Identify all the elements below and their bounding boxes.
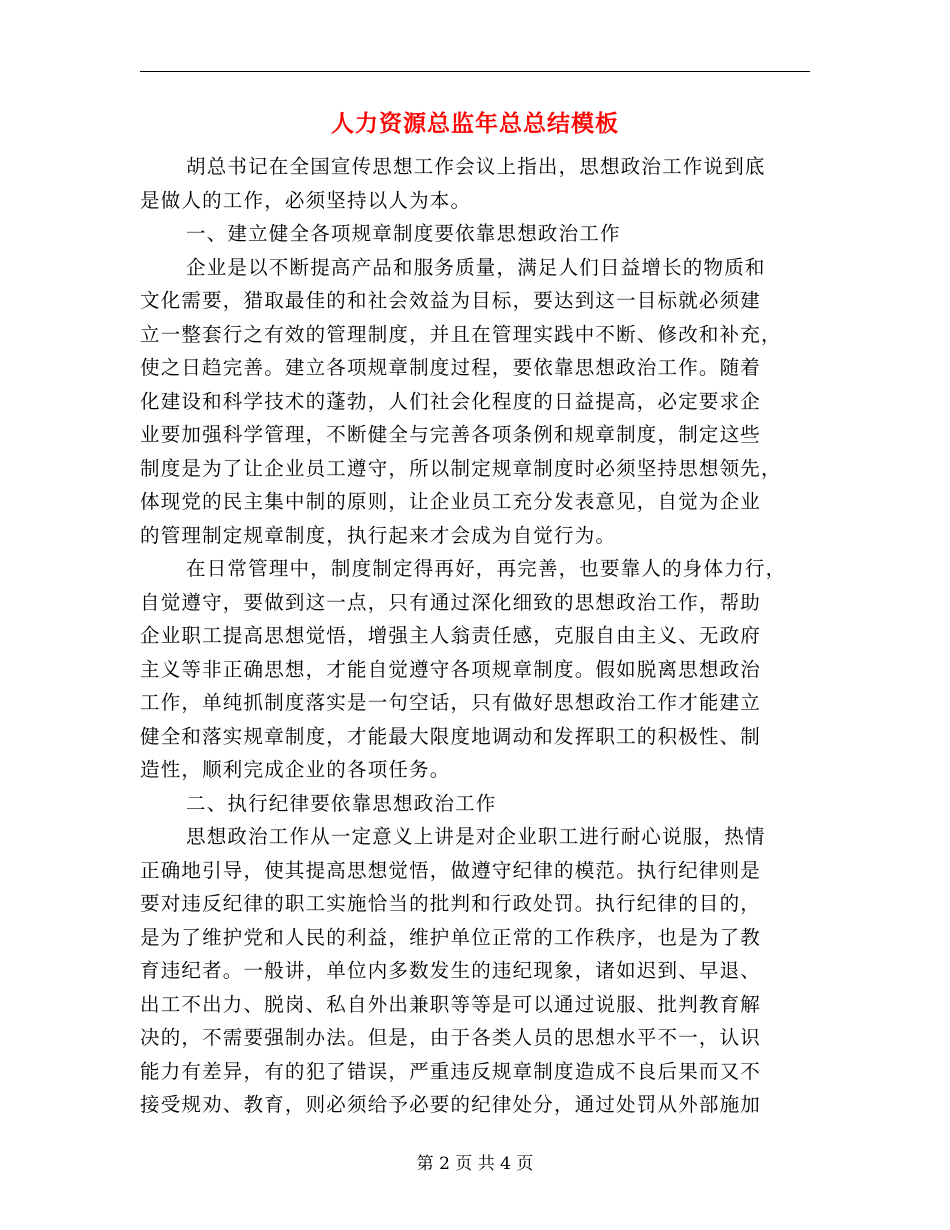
paragraph-line: 是为了维护党和人民的利益，维护单位正常的工作秩序，也是为了教: [140, 925, 762, 949]
paragraph-line: 是做人的工作，必须坚持以人为本。: [140, 188, 472, 212]
paragraph-line: 造性，顺利完成企业的各项任务。: [140, 758, 451, 781]
paragraph-line: 主义等非正确思想，才能自觉遵守各项规章制度。假如脱离思想政治: [140, 657, 762, 681]
section-heading: 二、执行纪律要依靠思想政治工作: [186, 791, 497, 815]
paragraph-line: 出工不出力、脱岗、私自外出兼职等等是可以通过说服、批判教育解: [140, 992, 762, 1016]
paragraph-line: 文化需要，猎取最佳的和社会效益为目标，要达到这一目标就必须建: [140, 289, 762, 312]
paragraph-line: 化建设和科学技术的蓬勃，人们社会化程度的日益提高，必定要求企: [140, 389, 762, 413]
paragraph-line: 使之日趋完善。建立各项规章制度过程，要依靠思想政治工作。随着: [140, 356, 762, 379]
paragraph-line: 企业职工提高思想觉悟，增强主人翁责任感，克服自由主义、无政府: [140, 624, 762, 647]
page-footer: 第 2 页 共 4 页: [416, 1154, 534, 1174]
paragraph-line: 工作，单纯抓制度落实是一句空话，只有做好思想政治工作才能建立: [140, 691, 762, 714]
paragraph-line: 育违纪者。一般讲，单位内多数发生的违纪现象，诸如迟到、早退、: [140, 959, 762, 982]
paragraph-line: 思想政治工作从一定意义上讲是对企业职工进行耐心说服，热情: [186, 825, 766, 848]
document-title: 人力资源总监年总总结模板: [331, 110, 619, 137]
paragraph-line: 制度是为了让企业员工遵守，所以制定规章制度时必须坚持思想领先，: [140, 456, 782, 480]
paragraph-line: 能力有差异，有的犯了错误，严重违反规章制度造成不良后果而又不: [140, 1059, 762, 1083]
paragraph-line: 业要加强科学管理，不断健全与完善各项条例和规章制度，制定这些: [140, 423, 762, 446]
paragraph-line: 企业是以不断提高产品和服务质量，满足人们日益增长的物质和: [186, 255, 766, 279]
paragraph-line: 胡总书记在全国宣传思想工作会议上指出，思想政治工作说到底: [186, 155, 766, 178]
paragraph-line: 体现党的民主集中制的原则，让企业员工充分发表意见，自觉为企业: [140, 490, 762, 513]
header-rule: [140, 71, 810, 72]
paragraph-line: 的管理制定规章制度，执行起来才会成为自觉行为。: [140, 523, 617, 547]
paragraph-line: 立一整套行之有效的管理制度，并且在管理实践中不断、修改和补充，: [140, 322, 782, 346]
paragraph-line: 自觉遵守，要做到这一点，只有通过深化细致的思想政治工作，帮助: [140, 590, 762, 614]
paragraph-line: 要对违反纪律的职工实施恰当的批判和行政处罚。执行纪律的目的，: [140, 892, 762, 915]
paragraph-line: 健全和落实规章制度，才能最大限度地调动和发挥职工的积极性、制: [140, 724, 762, 748]
paragraph-line: 正确地引导，使其提高思想觉悟，做遵守纪律的模范。执行纪律则是: [140, 858, 762, 882]
section-heading: 一、建立健全各项规章制度要依靠思想政治工作: [186, 222, 621, 245]
paragraph-line: 决的，不需要强制办法。但是，由于各类人员的思想水平不一，认识: [140, 1026, 762, 1049]
paragraph-line: 在日常管理中，制度制定得再好，再完善，也要靠人的身体力行，: [186, 557, 787, 580]
document-body: [140, 150, 810, 1122]
paragraph-line: 接受规劝、教育，则必须给予必要的纪律处分，通过处罚从外部施加: [140, 1093, 762, 1116]
